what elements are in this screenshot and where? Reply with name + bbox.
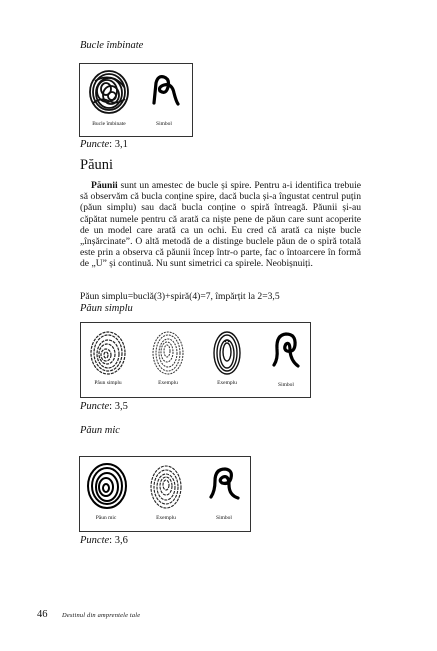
points-value: : 3,6 — [109, 535, 128, 546]
fingerprint-example-1-image — [151, 328, 185, 376]
fingerprint-bucle-imbinate-image — [87, 67, 131, 115]
equation-line: Păun simplu=buclă(3)+spiră(4)=7, împărțit la 2=3,5 — [80, 291, 280, 302]
points-value: : 3,1 — [109, 139, 128, 150]
section-heading-paun-mic: Păun mic — [80, 425, 120, 436]
running-footer-title: Destinul din amprentele tale — [62, 612, 141, 619]
points-label: Puncte — [80, 535, 110, 546]
peacock-simple-symbol-icon — [270, 329, 302, 369]
body-paragraph — [80, 180, 361, 270]
caption-exemplu-2: Exemplu — [217, 380, 237, 386]
caption-exemplu-1: Exemplu — [158, 380, 178, 386]
caption-bucle-imbinate: Bucle îmbinate — [92, 121, 126, 127]
points-paun-mic — [80, 535, 128, 546]
caption-simbol: Simbol — [216, 515, 232, 521]
caption-simbol: Simbol — [278, 382, 294, 388]
fingerprint-paun-mic-image — [86, 460, 128, 510]
paragraph-text: sunt un amestec de bucle și spire. Pentru a-i identifica trebuie să observăm că bucla conține spire, dacă bucla și-a îngustat centrul puțin (păun simplu) sau dacă bucla conține o spiră întreagă. Păunii și-au căpătat numele pentru că arată ca niște pene de păun care sunt acoperite de un model care arată ca un ochi. Eu cred că arată ca niște bucle „înșărcinate”. O altă metodă de a distinge buclele păun de o spiră totală este prin a observa că păunii încep într-o parte, fac o întoarcere în formă de „U” și continuă. Nu sunt simetrici ca spirele. Neobișnuiți. — [80, 180, 361, 270]
section-heading-bucle-imbinate: Bucle îmbinate — [80, 40, 144, 51]
section-title-pauni: Păuni — [80, 157, 114, 173]
points-value: : 3,5 — [109, 401, 128, 412]
paragraph-bold-term: Păunii — [91, 180, 118, 191]
points-label: Puncte — [80, 139, 110, 150]
fingerprint-example-image — [149, 462, 183, 510]
caption-paun-simplu: Păun simplu — [94, 380, 122, 386]
points-paun-simplu — [80, 401, 128, 412]
caption-simbol: Simbol — [156, 121, 172, 127]
figure-box-paun-mic — [79, 456, 251, 532]
page-number: 46 — [37, 609, 48, 620]
loop-symbol-icon — [150, 73, 180, 107]
points-label: Puncte — [80, 401, 110, 412]
caption-paun-mic: Păun mic — [95, 515, 117, 521]
points-bucle-imbinate — [80, 139, 128, 150]
section-heading-paun-simplu: Păun simplu — [80, 303, 133, 314]
figure-box-bucle-imbinate — [79, 63, 193, 137]
caption-exemplu: Exemplu — [156, 515, 176, 521]
peacock-small-symbol-icon — [207, 465, 241, 503]
fingerprint-paun-simplu-image — [89, 328, 127, 376]
fingerprint-example-2-image — [212, 328, 242, 376]
figure-box-paun-simplu — [80, 322, 311, 398]
